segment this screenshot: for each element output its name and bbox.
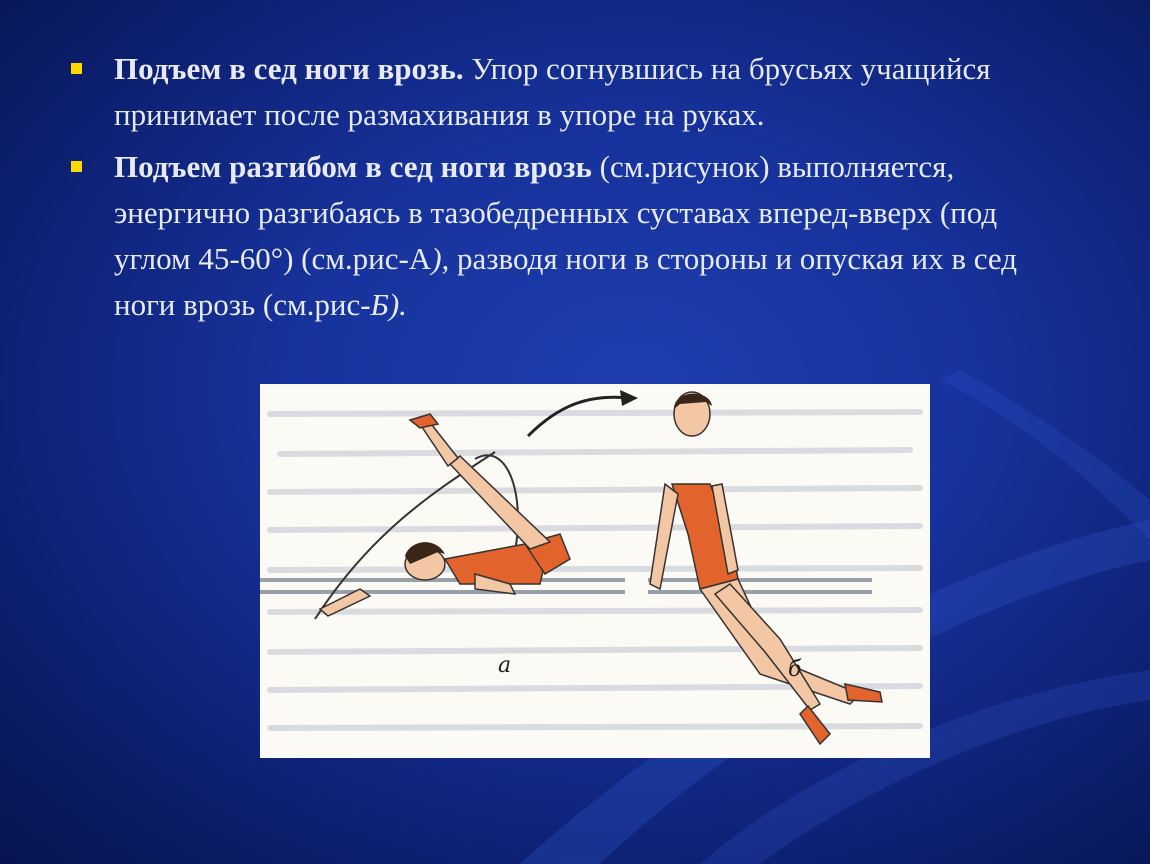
gymnast-a [320,414,570,616]
bullet-square-icon [71,63,82,74]
bullet-square-icon [71,161,82,172]
arrow-path [528,397,630,436]
arrow-head-icon [620,390,638,406]
figure-label-a: а [498,653,512,678]
bullet-item-2 [70,144,1080,328]
figure-label-b: б [788,657,802,682]
figure-illustration [260,384,930,758]
bullet-1-text: Упор согнувшись на брусьях учащийся принимает после размахивания в упоре на руках. [114,51,991,132]
bullet-2-text-b: ), [431,241,458,276]
bullet-item-1 [70,46,1080,138]
bullet-2-text-d: Б). [370,287,407,322]
parallel-bars [260,580,872,592]
bullet-2-text-c: разводя ноги в стороны и опуская их в сед ноги врозь (см.рис- [114,241,1017,322]
bullet-2-heading: Подъем разгибом в сед ноги врозь [114,149,592,184]
bullet-list [70,46,1080,334]
bullet-2-text-a: (см.рисунок) выполняется, энергично разгибаясь в тазобедренных суставах вперед-вверх (под углом 45-60°) (см.рис-А [114,149,998,276]
gymnastics-figure [260,384,930,758]
bullet-1-heading: Подъем в сед ноги врозь. [114,51,464,86]
